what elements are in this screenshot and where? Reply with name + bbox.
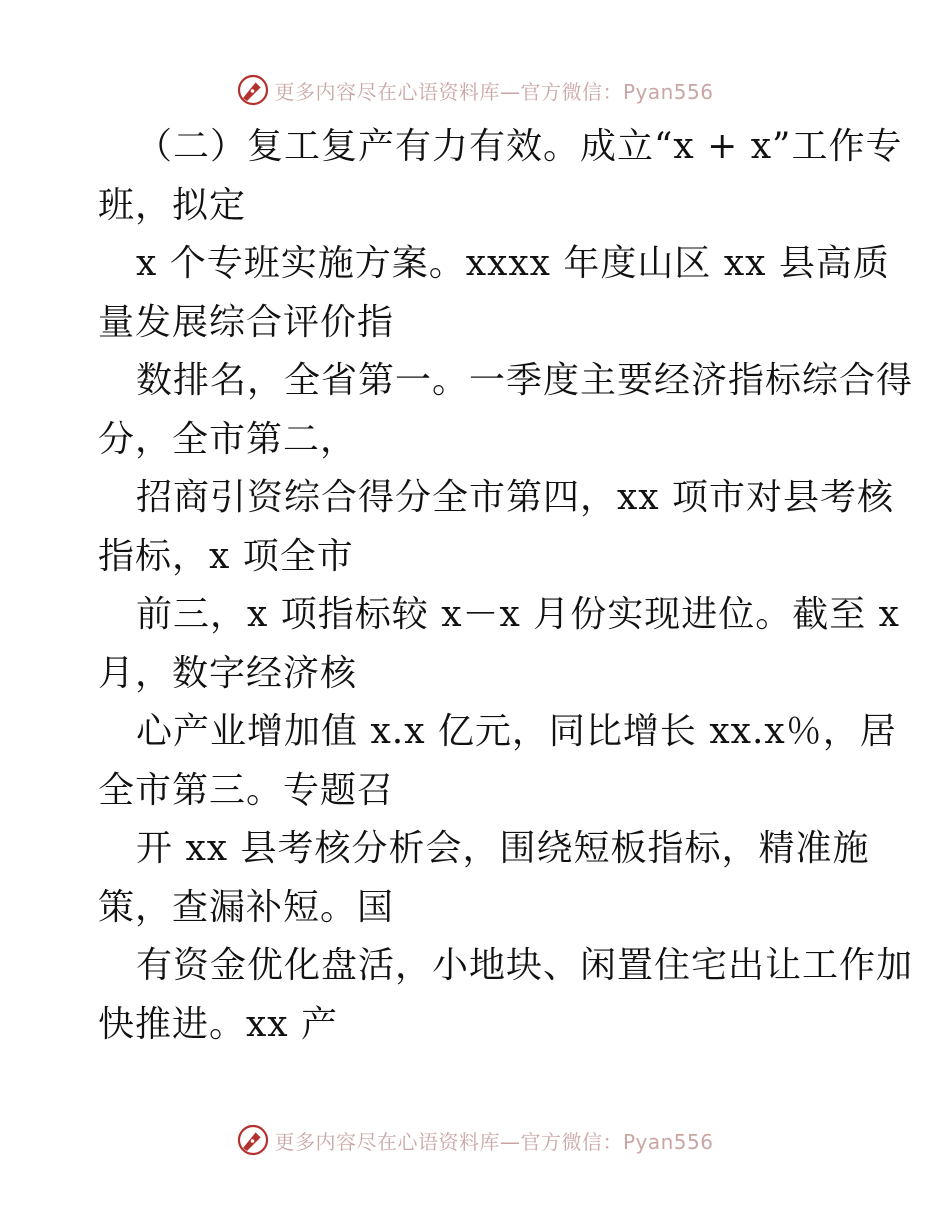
text-line: 指标，x 项全市 (98, 535, 354, 577)
text-line: （二）复工复产有力有效。成立“x + x”工作专 (136, 126, 903, 167)
text-line: x 个专班实施方案。xxxx 年度山区 xx 县高质 (136, 243, 890, 284)
text-line: 快推进。xx 产 (98, 1003, 339, 1045)
document-body (98, 118, 914, 1054)
text-line: 量发展综合评价指 (98, 301, 395, 343)
text-line: 数排名，全省第一。一季度主要经济指标综合得 (136, 360, 914, 401)
pen-nib-logo-icon (236, 73, 270, 107)
header-banner-text: 更多内容尽在心语资料库—官方微信：Pyan556 (274, 79, 714, 104)
text-line: 月，数字经济核 (98, 652, 358, 694)
text-line: 前三，x 项指标较 x－x 月份实现进位。截至 x (136, 594, 900, 635)
text-line: 策，查漏补短。国 (98, 886, 395, 928)
header-watermark (0, 70, 950, 110)
pen-nib-logo-icon (236, 1123, 270, 1157)
footer-watermark (0, 1120, 950, 1160)
footer-banner-text: 更多内容尽在心语资料库—官方微信：Pyan556 (274, 1129, 714, 1154)
text-line: 开 xx 县考核分析会，围绕短板指标，精准施 (136, 828, 870, 869)
text-line: 有资金优化盘活，小地块、闲置住宅出让工作加 (136, 945, 914, 986)
text-line: 全市第三。专题召 (98, 769, 395, 811)
text-line: 分，全市第二， (98, 418, 358, 460)
text-line: 心产业增加值 x.x 亿元，同比增长 xx.x％，居 (136, 711, 897, 752)
paragraph (98, 118, 914, 1054)
text-line: 招商引资综合得分全市第四，xx 项市对县考核 (136, 477, 895, 518)
text-line: 班，拟定 (98, 184, 247, 226)
